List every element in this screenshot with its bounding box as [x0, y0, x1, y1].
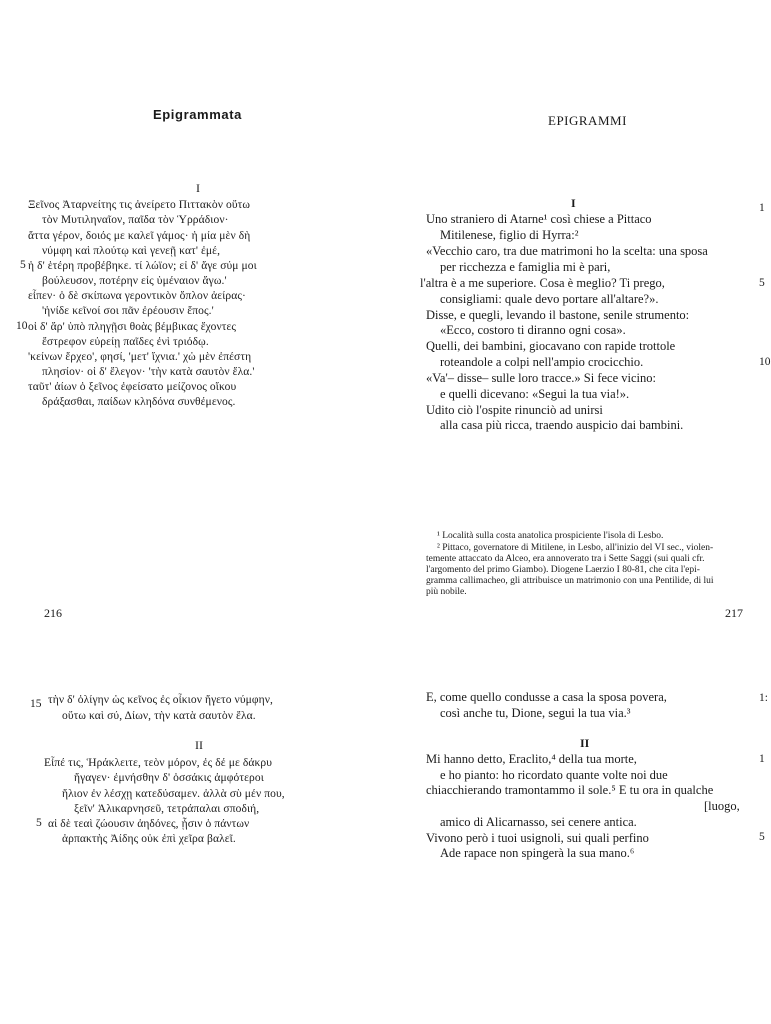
page-number-217: 217	[725, 606, 743, 620]
italian-line-3: «Vecchio caro, tra due matrimoni ho la scelta: una sposa	[426, 244, 708, 258]
italian-line-10: roteandole a colpi nell'ampio crocicchio.	[440, 355, 644, 369]
italian-line-4: per ricchezza e famiglia mi è pari,	[440, 260, 611, 274]
greek-title: Epigrammata	[153, 107, 242, 122]
greek-line-13: ταῦτ' ἀίων ὁ ξεῖνος ἐφείσατο μείζονος οἴκου	[28, 381, 237, 393]
greek-ii-line-3: ἥλιον ἐν λέσχῃ κατεδύσαμεν. ἀλλὰ σὺ μέν που,	[62, 788, 285, 800]
greek-line-11: 'κείνων ἔρχεο', φησί, 'μετ' ἴχνια.' χὡ μὲν ἐπέστη	[28, 351, 252, 363]
italian-line-13: Udito ciò l'ospite rinunciò ad unirsi	[426, 403, 603, 417]
italian-line-16: così anche tu, Dione, segui la tua via.³	[440, 706, 631, 720]
greek-ii-line-4: ξεῖν' Ἁλικαρνησεῦ, τετράπαλαι σποδιή,	[74, 803, 260, 815]
greek-line-6: βούλευσον, ποτέρην εἰς ὑμέναιον ἄγω.'	[42, 275, 227, 287]
greek-line-15: τὴν δ' ὀλίγην ὡς κεῖνος ἐς οἶκιον ἤγετο νύμφην,	[48, 694, 274, 706]
greek-line-number-15: 15	[30, 698, 42, 710]
greek-line-16: οὕτω καὶ σύ, Δίων, τὴν κατὰ σαυτὸν ἔλα.	[62, 710, 256, 722]
footnote-line-4: l'argomento del primo Giambo). Diogene Laerzio I 80-81, che cita l'epi-	[426, 565, 700, 575]
greek-line-9: οἱ δ' ἄρ' ὑπὸ πληγῇσι θοὰς βέμβικας ἔχοντες	[28, 321, 237, 333]
italian-line-11: «Va'– disse– sulle loro tracce.» Si fece vicino:	[426, 371, 656, 385]
greek-line-2: τὸν Μυτιληναῖον, παῖδα τὸν Ὑρράδιον·	[42, 214, 229, 226]
italian-line-9: Quelli, dei bambini, giocavano con rapide trottole	[426, 339, 676, 353]
footnote-line-1: ¹ Località sulla costa anatolica prospiciente l'isola di Lesbo.	[437, 531, 664, 541]
italian-ii-line-number-5: 5	[759, 831, 765, 843]
italian-line-6: consigliami: quale devo portare all'altare?».	[440, 292, 659, 306]
italian-poem-number-i: I	[571, 196, 576, 210]
italian-poem-number-ii: II	[580, 736, 590, 750]
greek-poem-number-ii: II	[195, 738, 203, 752]
italian-line-1: Uno straniero di Atarne¹ così chiese a Pittaco	[426, 212, 652, 226]
italian-ii-line-1: Mi hanno detto, Eraclito,⁴ della tua morte,	[426, 752, 637, 766]
italian-ii-line-2: e ho pianto: ho ricordato quante volte noi due	[440, 768, 668, 782]
italian-line-12: e quelli dicevano: «Segui la tua via!».	[440, 387, 630, 401]
greek-line-7: εἶπεν· ὁ δὲ σκίπωνα γεροντικὸν ὅπλον ἀείρας·	[28, 290, 246, 302]
footnote-line-5: gramma callimacheo, gli attribuisce un matrimonio con una Pentilide, di lui	[426, 576, 714, 586]
greek-ii-line-1: Εἶπέ τις, Ἡράκλειτε, τεὸν μόρον, ἐς δέ με δάκρυ	[44, 757, 273, 769]
page-219	[384, 640, 768, 1024]
italian-line-number-10: 10	[759, 356, 771, 368]
page-216	[0, 0, 384, 640]
greek-line-1: Ξεῖνος Ἀταρνείτης τις ἀνείρετο Πιττακὸν οὕτω	[28, 199, 251, 211]
italian-ii-line-3-cont: [luogo,	[704, 799, 740, 813]
greek-ii-line-2: ἤγαγεν· ἐμνήσθην δ' ὁσσάκις ἀμφότεροι	[74, 772, 264, 784]
italian-line-2: Mitilenese, figlio di Hyrra:²	[440, 228, 579, 242]
greek-line-12: πλησίον· οἱ δ' ἔλεγον· 'τὴν κατὰ σαυτὸν ἔλα.'	[42, 366, 255, 378]
italian-line-14: alla casa più ricca, traendo auspicio dai bambini.	[440, 418, 684, 432]
italian-title: EPIGRAMMI	[548, 113, 627, 128]
italian-line-7: Disse, e quegli, levando il bastone, senile strumento:	[426, 308, 690, 322]
italian-line-15: E, come quello condusse a casa la sposa povera,	[426, 690, 667, 704]
italian-line-8: «Ecco, costoro ti diranno ogni cosa».	[440, 323, 626, 337]
greek-poem-number-i: I	[196, 181, 200, 195]
footnote-line-6: più nobile.	[426, 587, 467, 597]
footnote-line-2: ² Pittaco, governatore di Mitilene, in Lesbo, all'inizio del VI sec., violen-	[437, 543, 714, 553]
greek-line-10: ἔστρεφον εὐρείῃ παῖδες ἐνὶ τριόδῳ.	[42, 336, 209, 348]
greek-line-5: ἡ δ' ἑτέρη προβέβηκε. τί λώϊον; εἰ δ' ἄγε σύμ μοι	[28, 260, 257, 272]
greek-line-14: δράξασθαι, παίδων κληδόνα συνθέμενος.	[42, 396, 236, 408]
italian-line-number-5: 5	[759, 277, 765, 289]
greek-ii-line-number-5: 5	[36, 817, 42, 829]
greek-line-number-10: 10	[16, 320, 28, 332]
greek-ii-line-5: αἱ δὲ τεαὶ ζώουσιν ἀηδόνες, ᾗσιν ὁ πάντων	[48, 818, 250, 830]
italian-ii-line-3: chiacchierando tramontammo il sole.⁵ E tu ora in qualche	[426, 783, 714, 797]
page-217	[384, 0, 771, 640]
page-number-216: 216	[44, 606, 62, 620]
greek-line-8: 'ἠνίδε κεῖνοί σοι πᾶν ἐρέουσιν ἔπος.'	[42, 305, 214, 317]
italian-ii-line-4: amico di Alicarnasso, sei cenere antica.	[440, 815, 637, 829]
greek-line-number-5: 5	[20, 259, 26, 271]
italian-line-5: l'altra è a me superiore. Cosa è meglio? Ti prego,	[420, 276, 665, 290]
italian-ii-line-5: Vivono però i tuoi usignoli, sui quali perfino	[426, 831, 649, 845]
footnote-line-3: temente attaccato da Alceo, era annoverato tra i Sette Saggi (sui quali cfr.	[426, 554, 705, 564]
greek-ii-line-6: ἁρπακτὴς Ἀίδης οὐκ ἐπὶ χεῖρα βαλεῖ.	[62, 833, 236, 845]
italian-ii-line-6: Ade rapace non spingerà la sua mano.⁶	[440, 846, 635, 860]
italian-line-number-15: 1:	[759, 692, 768, 704]
greek-line-3: ἄττα γέρον, δοιός με καλεῖ γάμος· ἡ μία μὲν δὴ	[28, 230, 251, 242]
italian-ii-line-number-1: 1	[759, 753, 765, 765]
greek-line-4: νύμφη καὶ πλούτῳ καὶ γενεῇ κατ' ἐμέ,	[42, 245, 221, 257]
page-218	[0, 640, 384, 1024]
italian-line-number-1: 1	[759, 202, 765, 214]
